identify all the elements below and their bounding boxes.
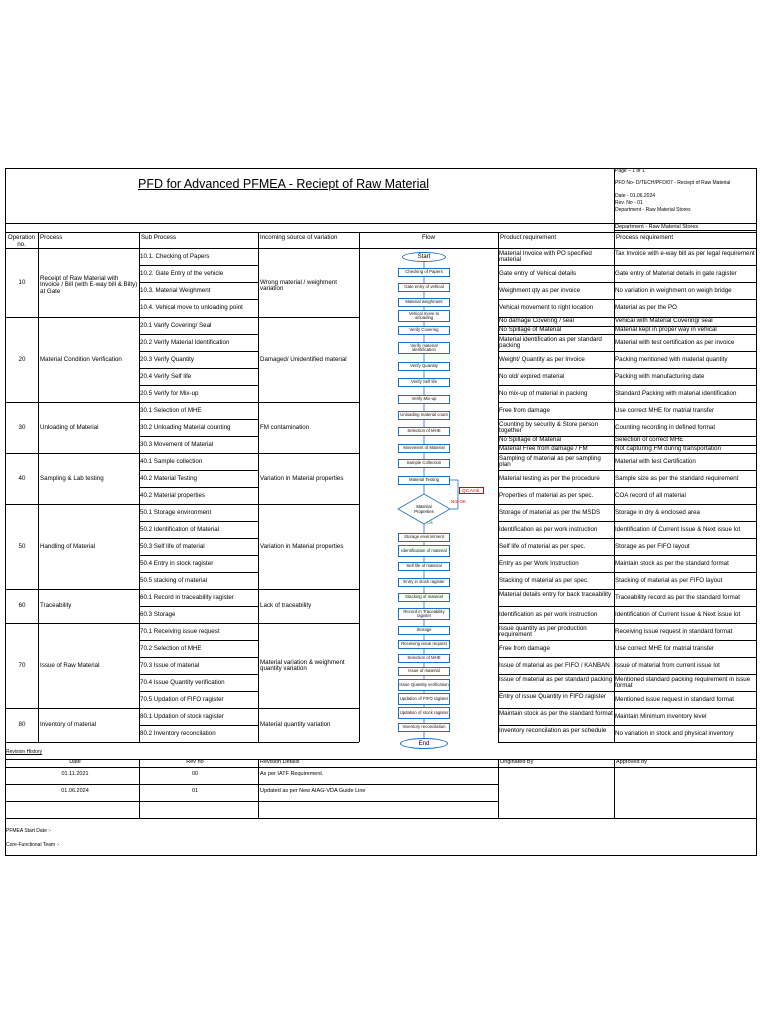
process-requirement-cell: COA record of all material — [615, 491, 686, 499]
process-requirement-cell: Storage as per FIFO layout — [615, 542, 690, 550]
process-requirement-cell: Packing mentioned with material quantity — [615, 355, 728, 363]
flow-step-box: Selection of MHE — [398, 654, 450, 663]
product-requirement-cell: Issue quantity as per production requirement — [499, 624, 587, 638]
product-requirement-cell: No mix-up of material in packing — [499, 389, 588, 397]
meta-page: Page – 1 of 1 — [615, 168, 645, 174]
product-requirement-cell: Counting by security & Store person together — [499, 420, 599, 434]
product-requirement-cell: Material identification as per standard packing — [499, 335, 602, 349]
flow-step-box: Selection of MHE — [398, 427, 450, 436]
flow-step-box: Checking of Papers — [398, 268, 450, 277]
process-name: Handling of Material — [40, 542, 96, 550]
page-title: PFD for Advanced PFMEA - Reciept of Raw Material — [138, 177, 430, 191]
flow-step-box: Verify Covering — [398, 326, 450, 335]
meta-date: Date - 01.06.2024 — [615, 193, 656, 199]
sub-process-cell: 30.1 Selection of MHE — [140, 406, 202, 414]
process-requirement-cell: Use correct MHE for matrial transfer — [615, 406, 715, 414]
process-name: Receipt of Raw Material with Invoice / Bill (with E-way bill & Bilty) at Gate — [40, 274, 138, 295]
process-requirement-cell: Sample size as per the standard requirement — [615, 474, 739, 482]
sub-process-cell: 50.5 stacking of material — [140, 576, 208, 584]
sub-process-cell: 20.1 Varify Covering/ Seal — [140, 321, 212, 329]
revision-details-cell: As per IATF Requirement. — [260, 771, 324, 777]
revision-details-cell: Updated as per New AIAG-VDA Guide Line — [260, 788, 366, 794]
sub-process-cell: 30.3 Movement of Material — [140, 440, 214, 448]
column-header-product_req: Product requirement — [500, 234, 557, 241]
process-requirement-cell: Vehical with Material Covering/ seal — [615, 317, 713, 324]
product-requirement-cell: Inventory reconcilation as per schedule — [499, 726, 607, 734]
sub-process-cell: 50.1 Storage environment — [140, 508, 212, 516]
sub-process-cell: 70.4 Issue Quantity verification — [140, 678, 225, 686]
flow-step-box: Self life of material — [398, 562, 450, 571]
sub-process-cell: 70.5 Updation of FIFO ragister — [140, 695, 224, 703]
process-requirement-cell: Counting recording in defined format — [615, 423, 716, 431]
revision-rev-cell: 00 — [191, 771, 199, 777]
column-header-sub_process: Sub Process — [141, 234, 177, 241]
product-requirement-cell: Maintain stock as per the standard format — [499, 709, 613, 717]
product-requirement-cell: Issue of material as per standard packing — [499, 675, 613, 683]
process-name: Inventory of material — [40, 721, 97, 728]
flow-step-box: Storage — [398, 626, 450, 635]
flow-step-box: Storage environment — [398, 533, 450, 542]
process-requirement-cell: Material as per the PO — [615, 304, 677, 311]
sub-process-cell: 10.4. Vehical move to unloading point — [140, 304, 243, 311]
product-requirement-cell: Gate entry of Vehical details — [499, 269, 577, 277]
product-requirement-cell: Weighment qty as per invoice — [499, 286, 581, 294]
flow-step-box: Vehical move to unloading — [398, 310, 450, 322]
product-requirement-cell: Issue of material as per FIFO / KANBAN — [499, 661, 610, 669]
process-requirement-cell: No variation in weighment on weigh bridge — [615, 286, 732, 294]
meta-department: Department - Raw Material Stores — [615, 207, 691, 213]
flow-ok-label: Ok — [427, 520, 433, 525]
revision-date-cell: 01.11.2021 — [61, 771, 89, 777]
flow-step-box: Material Testing — [398, 476, 450, 485]
sub-process-cell: 40.2 Material properties — [140, 491, 206, 499]
product-requirement-cell: Material testing as per the procedure — [499, 474, 600, 482]
flow-step-box: Identification of material — [398, 545, 450, 557]
flow-step-box: Entry in stock ragister — [398, 578, 450, 587]
product-requirement-cell: Sampling of material as per sampling plan — [499, 454, 601, 468]
product-requirement-cell: No damage Covering / seal — [499, 317, 574, 324]
incoming-variation: Variation in Material properties — [260, 474, 344, 482]
flow-step-box: Verify Mix-up — [398, 395, 450, 404]
revision-header-approved: Approved by — [616, 759, 647, 765]
flow-step-box: Movement of Material — [398, 444, 450, 453]
process-requirement-cell: Standard Packing with material identification — [615, 389, 737, 397]
process-requirement-cell: Packing with manufacturing date — [615, 372, 705, 380]
process-requirement-cell: Selection of correct MHE — [615, 436, 684, 443]
process-requirement-cell: Traceability record as per the standard format — [615, 593, 740, 601]
product-requirement-cell: Free from damage — [499, 406, 550, 414]
column-header-incoming: Incoming source of variation — [260, 234, 338, 241]
product-requirement-cell: Vehical movement to right location — [499, 304, 594, 311]
product-requirement-cell: No Spillage of Material — [499, 436, 562, 443]
process-requirement-cell: Mentioned issue request in standard format — [615, 695, 735, 703]
process-name: Material Condition Verification — [40, 355, 122, 363]
product-requirement-cell: Entry of issue Quantity in FIFO ragister — [499, 692, 606, 700]
process-requirement-cell: Identification of Current Issue & Next issue lot — [615, 525, 741, 533]
flow-qc-note: QC Amb. — [459, 487, 484, 494]
product-requirement-cell: Material details entry for back traceability — [499, 590, 612, 598]
sub-process-cell: 50.4 Entry in stock ragister — [140, 559, 214, 567]
process-requirement-cell: Maintain stock as per the standard format — [615, 559, 729, 567]
flow-step-box: Updation of stock ragister — [398, 707, 450, 719]
sub-process-cell: 30.2 Unloading Material counting — [140, 423, 231, 431]
incoming-variation: Damaged/ Unidentified material — [260, 355, 347, 363]
flow-step-box: Verify Self life — [398, 378, 450, 387]
flow-step-box: Receiving issue request — [398, 640, 450, 649]
product-requirement-cell: No Spillage of Material — [499, 325, 562, 333]
process-requirement-cell: Gate entry of Material details in gate ragister — [615, 269, 737, 277]
revision-history-label: Revision History — [6, 749, 43, 755]
operation-number: 80 — [18, 721, 26, 728]
process-requirement-cell: Tax Invoice with e-way bill as per legal requirement — [615, 249, 755, 257]
sub-process-cell: 70.3 Issue of material — [140, 661, 200, 669]
product-requirement-cell: Stacking of material as per spec. — [499, 576, 589, 584]
product-requirement-cell: Material Free from damage / FM — [499, 444, 588, 452]
column-header-process_req: Process requirement — [616, 234, 674, 241]
flow-step-box: Verify material identification — [398, 342, 450, 354]
sub-process-cell: 50.2 Identification of Material — [140, 525, 220, 533]
process-requirement-cell: Receiving issue request in standard format — [615, 627, 733, 635]
process-requirement-cell: Maintain Minimum inventory level — [615, 712, 707, 720]
sub-process-cell: 70.2 Selection of MHE — [140, 644, 202, 652]
sub-process-cell: 40.1 Sample collection — [140, 457, 203, 465]
incoming-variation: Wrong material / weighment variation — [260, 278, 337, 292]
sub-process-cell: 60.3 Storage — [140, 610, 176, 618]
sub-process-cell: 20.2 Verify Material Identification — [140, 338, 230, 346]
sub-process-cell: 10.1. Checking of Papers — [140, 252, 210, 260]
flow-decision-label: Material Properties — [414, 504, 434, 514]
operation-number: 40 — [18, 474, 26, 482]
column-header-process: Process — [40, 234, 63, 241]
product-requirement-cell: No old/ expired material — [499, 372, 565, 380]
process-requirement-cell: Material with test Certification — [615, 457, 696, 465]
process-name: Sampling & Lab testing — [40, 474, 104, 482]
sub-process-cell: 50.3 Self life of material — [140, 542, 205, 550]
flow-step-box: Gate entry of vehical — [398, 283, 450, 292]
revision-header-date: Date — [69, 759, 81, 765]
incoming-variation: Lack of traceability — [260, 602, 312, 609]
meta-department-header: Department - Raw Material Stores — [615, 224, 699, 230]
product-requirement-cell: Material Invoice with PO specified material — [499, 249, 592, 263]
product-requirement-cell: Storage of material as per the MSDS — [499, 508, 601, 516]
product-requirement-cell: Weight/ Quantity as per Invoice — [499, 355, 585, 363]
product-requirement-cell: Self life of material as per spec. — [499, 542, 586, 550]
revision-header-rev: Rev no — [186, 759, 204, 765]
process-requirement-cell: Not capturing FM during transportation — [615, 444, 721, 452]
sub-process-cell: 20.3 Verify Quantity — [140, 355, 194, 363]
revision-rev-cell: 01 — [191, 788, 199, 794]
product-requirement-cell: Properties of material as per spec. — [499, 491, 594, 499]
process-requirement-cell: Stacking of material as per FIFO layout — [615, 576, 723, 584]
process-requirement-cell: Use correct MHE for matrial transfer — [615, 644, 715, 652]
column-header-flow: Flow — [421, 234, 436, 241]
flow-step-box: Material weighment — [398, 298, 450, 307]
process-requirement-cell: Storage in dry & enclosed area — [615, 508, 700, 516]
flow-step-box: Verify Quantity — [398, 362, 450, 371]
flow-step-box: Issue Quantity verification — [398, 679, 450, 691]
revision-header-originated: Originated By — [500, 759, 534, 765]
incoming-variation: FM contamination — [260, 423, 310, 431]
product-requirement-cell: Free from damage — [499, 644, 550, 652]
sub-process-cell: 20.4 Verify Self life — [140, 372, 192, 380]
process-requirement-cell: Material with test certification as per invoice — [615, 338, 735, 346]
incoming-variation: Material quantity variation — [260, 721, 331, 728]
incoming-variation: Material variation & weighment quantity variation — [260, 658, 345, 672]
process-requirement-cell: Issue of material from current issue lot — [615, 661, 720, 669]
flow-not-ok-label: Not OK — [451, 499, 467, 504]
flow-step-box: Unloading material count — [398, 411, 450, 420]
meta-rev: Rev. No - 01 — [615, 200, 643, 206]
flow-start-node: Start — [402, 252, 446, 262]
product-requirement-cell: Entry as per Work Instruction — [499, 559, 579, 567]
sub-process-cell: 80.2 Inventory reconcilation — [140, 729, 216, 737]
flow-step-box: Inventory reconcilation — [398, 723, 450, 732]
revision-date-cell: 01.06.2024 — [61, 788, 89, 794]
flow-step-box: Stacking of material — [398, 593, 450, 602]
sub-process-cell: 40.2 Material Testing — [140, 474, 197, 482]
sub-process-cell: 70.1 Receiving issue request — [140, 627, 220, 635]
sub-process-cell: 20.5 Verify for Mix-up — [140, 389, 199, 397]
flow-end-node: End — [400, 738, 448, 749]
operation-number: 50 — [18, 542, 26, 550]
sub-process-cell: 60.1 Record in traceability ragister — [140, 593, 234, 601]
operation-number: 60 — [18, 602, 26, 609]
revision-header-details: Revision Details — [260, 759, 300, 765]
flow-step-box: Updation of FIFO ragister — [398, 693, 450, 705]
incoming-variation: Variation in Material properties — [260, 542, 344, 550]
process-requirement-cell: Material kept in proper way in vehical — [615, 325, 717, 333]
process-name: Traceability — [40, 602, 72, 609]
sub-process-cell: 10.2. Gate Entry of the vehicle — [140, 269, 224, 277]
process-requirement-cell: Mentioned standard packing requirement in issue format — [615, 675, 751, 689]
product-requirement-cell: Identification as per work instruction — [499, 525, 598, 533]
process-name: Issue of Raw Material — [40, 661, 100, 669]
column-header-operation: Operation no. — [7, 234, 36, 248]
sub-process-cell: 10.3. Material Weighment — [140, 286, 211, 294]
process-name: Unloading of Material — [40, 423, 99, 431]
process-requirement-cell: No variation in stock and physical inventory — [615, 729, 734, 737]
operation-number: 70 — [18, 661, 26, 669]
sub-process-cell: 80.1 Updation of stock ragister — [140, 712, 224, 720]
process-requirement-cell: Identification of Current Issue & Next issue lot — [615, 610, 741, 618]
operation-number: 20 — [18, 355, 26, 363]
flow-step-box: Issue of material — [398, 667, 450, 676]
flow-step-box: Record in Traceability ragister — [398, 608, 450, 620]
flow-step-box: Sample Collection — [398, 459, 450, 468]
pfmea-start-date: PFMEA Start Date :- — [6, 828, 52, 834]
operation-number: 10 — [18, 278, 26, 286]
core-functional-team: Core-Functional Team :- — [6, 842, 60, 848]
product-requirement-cell: Identification as per work instruction — [499, 610, 598, 618]
operation-number: 30 — [18, 423, 26, 431]
meta-doc-no: PFD No- D/TECH/PFD/07 - Reciept of Raw Material — [615, 180, 731, 186]
